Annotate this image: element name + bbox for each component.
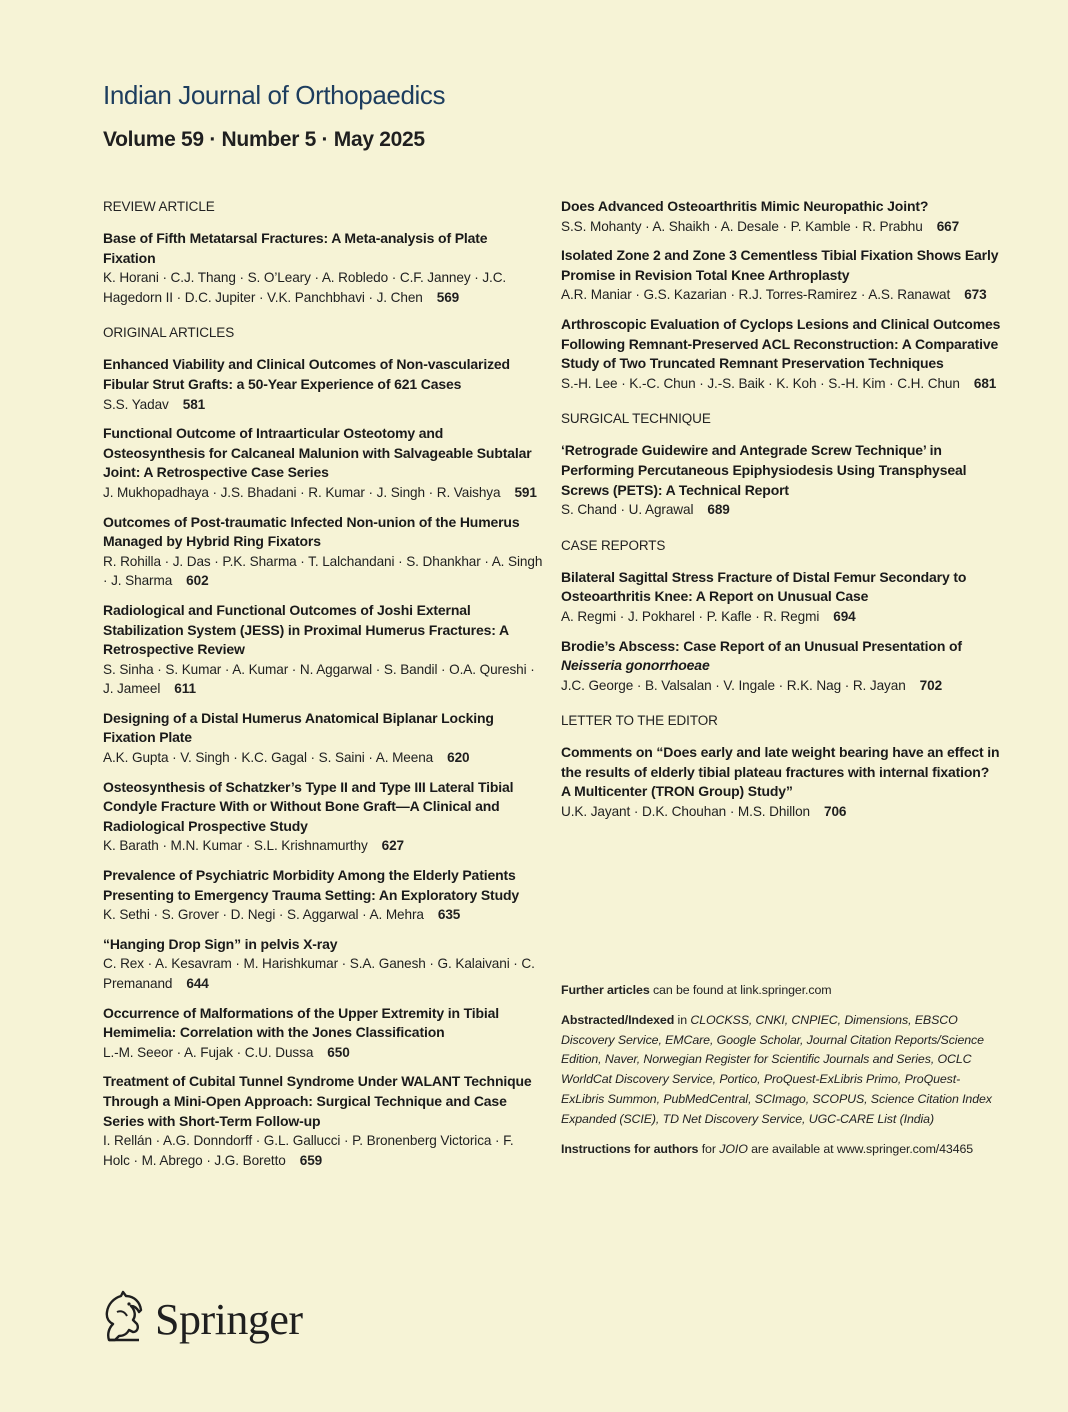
article-authors-text: A. Regmi · J. Pokharel · P. Kafle · R. Regmi — [561, 608, 820, 624]
instructions-label: Instructions for authors — [561, 1141, 699, 1156]
article-title[interactable] — [103, 355, 543, 394]
article-page-number[interactable]: 659 — [299, 1152, 323, 1168]
article-authors — [103, 905, 543, 925]
article-title[interactable] — [561, 743, 1001, 802]
article-authors — [103, 1043, 543, 1063]
article-entry[interactable] — [103, 424, 543, 502]
article-page-number[interactable]: 611 — [174, 681, 196, 697]
article-authors — [103, 395, 543, 415]
article-authors — [561, 676, 1001, 696]
article-authors-text: S.S. Mohanty · A. Shaikh · A. Desale · P. Kamble · R. Prabhu — [561, 218, 923, 234]
abstracted-indexed-label: Abstracted/Indexed — [561, 1012, 675, 1027]
springer-horse-icon — [101, 1290, 147, 1349]
article-title-text: Designing of a Distal Humerus Anatomical Biplanar Locking Fixation Plate — [103, 709, 494, 746]
article-entry[interactable] — [103, 1004, 543, 1063]
article-authors — [561, 607, 1001, 627]
article-title-text: Occurrence of Malformations of the Upper Extremity in Tibial Hemimelia: Correlation with the Jones Classification — [103, 1004, 500, 1041]
article-title[interactable] — [561, 637, 1001, 676]
article-title[interactable] — [561, 315, 1001, 374]
article-authors — [103, 268, 543, 307]
further-articles-label: Further articles — [561, 983, 650, 997]
section-label: LETTER TO THE EDITOR — [561, 713, 718, 729]
right-column — [561, 197, 1001, 1156]
article-authors-text: R. Rohilla · J. Das · P.K. Sharma · T. Lalchandani · S. Dhankhar · A. Singh · J. Sharma — [103, 553, 543, 589]
article-title[interactable] — [103, 709, 543, 748]
article-authors — [561, 802, 1001, 822]
article-entry[interactable] — [561, 315, 1001, 393]
article-page-number[interactable]: 689 — [707, 502, 730, 518]
article-page-number[interactable]: 673 — [964, 287, 987, 303]
journal-title: Indian Journal of Orthopaedics — [103, 80, 446, 110]
article-title-text: Radiological and Functional Outcomes of Joshi External Stabilization System (JESS) in Proximal Humerus Fractures: A Retrospective Review — [103, 601, 509, 658]
article-title-italic: Neisseria gonorrhoeae — [561, 657, 710, 674]
article-entry[interactable] — [561, 743, 1001, 821]
article-title-text: Does Advanced Osteoarthritis Mimic Neuropathic Joint? — [561, 198, 929, 214]
article-authors-text: S. Chand · U. Agrawal — [561, 502, 694, 518]
article-entry[interactable] — [103, 229, 543, 307]
article-title[interactable] — [103, 513, 543, 552]
article-authors-text: S. Sinha · S. Kumar · A. Kumar · N. Aggarwal · S. Bandil · O.A. Qureshi · J. Jameel — [103, 661, 535, 697]
article-authors-text: U.K. Jayant · D.K. Chouhan · M.S. Dhillon — [561, 804, 810, 820]
instructions-for-word: for — [701, 1141, 716, 1156]
article-title-text: Base of Fifth Metatarsal Fractures: A Meta-analysis of Plate Fixation — [103, 230, 488, 266]
article-title[interactable] — [103, 1072, 543, 1131]
article-authors-text: K. Sethi · S. Grover · D. Negi · S. Aggarwal · A. Mehra — [103, 907, 424, 923]
article-authors — [103, 660, 543, 699]
article-title-text: Isolated Zone 2 and Zone 3 Cementless Tibial Fixation Shows Early Promise in Revision Total Knee Arthroplasty — [561, 247, 999, 283]
article-title-text: ‘Retrograde Guidewire and Antegrade Screw Technique’ in Performing Percutaneous Epiphysiodesis Using Transphyseal Screws (PETS): A Technical Report — [561, 442, 967, 498]
article-title-text: Treatment of Cubital Tunnel Syndrome Under WALANT Technique Through a Mini-Open Approach: Surgical Technique and Case Series with Short-Term Follow-up — [103, 1073, 532, 1129]
article-entry[interactable] — [561, 441, 1001, 519]
article-authors-text: J.C. George · B. Valsalan · V. Ingale · R.K. Nag · R. Jayan — [561, 677, 906, 693]
article-title[interactable] — [103, 1004, 543, 1043]
article-authors — [561, 500, 1001, 520]
article-title-text: “Hanging Drop Sign” in pelvis X-ray — [103, 935, 338, 952]
article-authors — [103, 836, 543, 856]
article-entry[interactable] — [103, 709, 543, 768]
article-title-text: Prevalence of Psychiatric Morbidity Among the Elderly Patients Presenting to Emergency Trauma Setting: An Exploratory Study — [103, 867, 520, 903]
article-authors-text: A.R. Maniar · G.S. Kazarian · R.J. Torres-Ramirez · A.S. Ranawat — [561, 287, 951, 303]
instructions-text: are available at www.springer.com/43465 — [751, 1141, 974, 1156]
article-authors-text: C. Rex · A. Kesavram · M. Harishkumar · S.A. Ganesh · G. Kalaivani · C. Premanand — [103, 956, 535, 991]
article-page-number[interactable]: 620 — [447, 750, 470, 766]
article-title[interactable] — [103, 866, 543, 905]
article-title-text: Brodie’s Abscess: Case Report of an Unusual Presentation of — [561, 637, 962, 654]
springer-logo — [101, 1290, 303, 1349]
article-entry[interactable] — [103, 601, 543, 699]
section-label: SURGICAL TECHNIQUE — [561, 411, 711, 427]
article-page-number[interactable]: 702 — [919, 677, 943, 693]
article-page-number[interactable]: 602 — [186, 573, 209, 589]
article-authors-text: S.-H. Lee · K.-C. Chun · J.-S. Baik · K. Koh · S.-H. Kim · C.H. Chun — [561, 375, 960, 391]
article-page-number[interactable]: 581 — [182, 396, 206, 412]
article-entry[interactable] — [561, 246, 1001, 305]
article-title[interactable] — [103, 601, 543, 660]
article-page-number[interactable]: 650 — [327, 1044, 350, 1060]
article-title-text: Enhanced Viability and Clinical Outcomes of Non-vascularized Fibular Strut Grafts: a 50-Year Experience of 621 Cases — [103, 356, 510, 392]
left-column — [103, 197, 543, 1186]
instructions-note — [561, 1140, 1001, 1160]
article-title[interactable] — [561, 568, 1001, 607]
article-authors-text: I. Rellán · A.G. Donndorff · G.L. Gallucci · P. Bronenberg Victorica · F. Holc · M. Abrego · J.G. Boretto — [103, 1133, 514, 1168]
article-entry[interactable] — [103, 513, 543, 591]
article-entry[interactable] — [561, 637, 1001, 696]
article-authors — [103, 483, 543, 503]
article-title[interactable] — [103, 229, 543, 268]
article-title[interactable] — [561, 197, 1001, 217]
article-entry[interactable] — [103, 935, 543, 994]
article-page-number[interactable]: 694 — [833, 608, 856, 624]
volume-line: Volume 59 · Number 5 · May 2025 — [103, 128, 425, 151]
article-authors — [561, 374, 1001, 394]
article-authors-text: K. Horani · C.J. Thang · S. O’Leary · A. Robledo · C.F. Janney · J.C. Hagedorn II · D.C. Jupiter · V.K. Panchbhavi · J. Chen — [103, 270, 507, 305]
abstracted-indexed-list: CLOCKSS, CNKI, CNPIEC, Dimensions, EBSCO Discovery Service, EMCare, Google Scholar, Journal Citation Reports/Science Edition, Naver, Norwegian Register for Scientific Journals and Series, OCLC WorldCat Discovery Service, Portico, ProQuest-ExLibris Primo, ProQuest-ExLibris Summon, PubMedCentral, SCImago, SCOPUS, Science Citation Index Expanded (SCIE), TD Net Discovery Service, UGC-CARE List (India) — [561, 1012, 992, 1126]
abstracted-indexed-note — [561, 1011, 1001, 1130]
article-page-number[interactable]: 706 — [824, 804, 847, 820]
article-entry[interactable] — [103, 355, 543, 414]
article-authors — [561, 217, 1001, 237]
article-page-number[interactable]: 591 — [514, 484, 537, 500]
article-page-number[interactable]: 644 — [186, 976, 209, 991]
article-page-number[interactable]: 667 — [936, 218, 960, 234]
article-authors-text: A.K. Gupta · V. Singh · K.C. Gagal · S. Saini · A. Meena — [103, 750, 434, 766]
article-authors-text: S.S. Yadav — [103, 396, 169, 412]
article-entry[interactable] — [561, 568, 1001, 627]
further-articles-text: can be found at link.springer.com — [652, 983, 832, 997]
section-label: REVIEW ARTICLE — [103, 199, 215, 214]
article-authors — [103, 954, 543, 993]
article-page-number[interactable]: 681 — [973, 375, 997, 391]
section-label: ORIGINAL ARTICLES — [103, 325, 235, 341]
article-title[interactable] — [103, 424, 543, 483]
article-title-text: Comments on “Does early and late weight bearing have an effect in the results of elderly tibial plateau fractures with internal fixation? A Multicenter (TRON Group) Study” — [561, 744, 1000, 800]
article-entry[interactable] — [561, 197, 1001, 236]
abstracted-in-word: in — [677, 1012, 687, 1027]
article-authors — [103, 748, 543, 768]
article-entry[interactable] — [103, 866, 543, 925]
article-authors — [103, 1131, 543, 1170]
article-title-text: Functional Outcome of Intraarticular Osteotomy and Osteosynthesis for Calcaneal Malunion with Salvageable Subtalar Joint: A Retrospective Case Series — [103, 425, 532, 481]
article-title[interactable] — [561, 246, 1001, 285]
article-authors-text: K. Barath · M.N. Kumar · S.L. Krishnamurthy — [103, 838, 368, 854]
article-title-text: Arthroscopic Evaluation of Cyclops Lesions and Clinical Outcomes Following Remnant-Preserved ACL Reconstruction: A Comparative Study of Two Truncated Remnant Preservation Techniques — [561, 315, 1001, 372]
article-entry[interactable] — [103, 1072, 543, 1170]
article-title-text: Osteosynthesis of Schatzker’s Type II and Type III Lateral Tibial Condyle Fracture With or Without Bone Graft—A Clinical and Radiological Prospective Study — [103, 778, 514, 834]
article-page-number[interactable]: 627 — [381, 838, 405, 854]
section-label: CASE REPORTS — [561, 537, 666, 553]
instructions-journal: JOIO — [719, 1141, 748, 1156]
article-authors — [561, 285, 1001, 305]
article-entry[interactable] — [103, 778, 543, 856]
springer-wordmark: Springer — [155, 1295, 303, 1344]
further-articles-note — [561, 981, 1001, 1001]
article-page-number[interactable]: 635 — [437, 907, 461, 923]
article-page-number[interactable]: 569 — [436, 289, 460, 305]
article-title[interactable] — [561, 441, 1001, 500]
article-title-text: Bilateral Sagittal Stress Fracture of Distal Femur Secondary to Osteoarthritis Knee: A Report on Unusual Case — [561, 568, 967, 605]
info-area — [561, 981, 1001, 1169]
article-title[interactable] — [103, 778, 543, 837]
article-authors-text: L.-M. Seeor · A. Fujak · C.U. Dussa — [103, 1044, 314, 1060]
article-title-text: Outcomes of Post-traumatic Infected Non-union of the Humerus Managed by Hybrid Ring Fixators — [103, 513, 520, 550]
article-title[interactable] — [103, 935, 543, 955]
article-authors — [103, 552, 543, 591]
article-authors-text: J. Mukhopadhaya · J.S. Bhadani · R. Kumar · J. Singh · R. Vaishya — [103, 484, 501, 500]
